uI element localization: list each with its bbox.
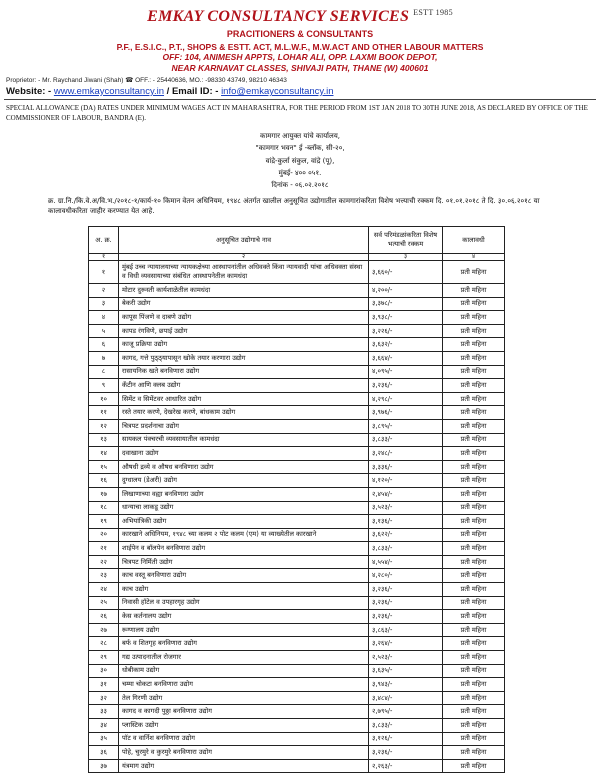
row-industry-name: बेकरी उद्योग bbox=[119, 297, 369, 311]
row-period: प्रती महिना bbox=[443, 542, 505, 556]
row-period: प्रती महिना bbox=[443, 297, 505, 311]
email-link[interactable]: info@emkayconsultancy.in bbox=[221, 86, 334, 97]
row-amount: ३,६३२/- bbox=[369, 338, 443, 352]
row-serial: १४ bbox=[89, 447, 119, 461]
column-number: ४ bbox=[443, 254, 505, 261]
table-row bbox=[89, 284, 505, 298]
row-industry-name: चम्मा चोकटा बनविणारा उद्योग bbox=[119, 678, 369, 692]
row-serial: २८ bbox=[89, 637, 119, 651]
row-period: प्रती महिना bbox=[443, 284, 505, 298]
row-serial: २० bbox=[89, 528, 119, 542]
table-row bbox=[89, 623, 505, 637]
row-amount: ३,२६४/- bbox=[369, 637, 443, 651]
row-amount: ३,४८४/- bbox=[369, 691, 443, 705]
row-period: प्रती महिना bbox=[443, 261, 505, 284]
row-serial: ३५ bbox=[89, 732, 119, 746]
row-serial: २१ bbox=[89, 542, 119, 556]
row-period: प्रती महिना bbox=[443, 324, 505, 338]
row-industry-name: चित्रपट प्रदर्शनाचा उद्योग bbox=[119, 419, 369, 433]
row-amount: ३,२४८/- bbox=[369, 447, 443, 461]
row-serial: १८ bbox=[89, 501, 119, 515]
office-line-3: वांद्रे-कुर्ला संकुल, वांद्रे (पू), bbox=[265, 156, 335, 165]
row-industry-name: मोटार दुरूस्ती कार्यशाळेतील कामधंदा bbox=[119, 284, 369, 298]
row-serial: २५ bbox=[89, 596, 119, 610]
row-period: प्रती महिना bbox=[443, 623, 505, 637]
row-industry-name: रासायनिक खते बनविणारा उद्योग bbox=[119, 365, 369, 379]
row-period: प्रती महिना bbox=[443, 338, 505, 352]
proprietor-line: Proprietor: - Mr. Raychand Jiwani (Shah) ☎ OFF.: - 25440636, MO.: -98330 43749, 98210 46343 bbox=[6, 77, 287, 84]
table-row bbox=[89, 596, 505, 610]
table-row bbox=[89, 637, 505, 651]
row-industry-name: कागद व कागदी पुठ्ठा बनविणारा उद्योग bbox=[119, 705, 369, 719]
table-row bbox=[89, 261, 505, 284]
row-industry-name: पोहे, चुरमुरे व कुरमुरे बनविणारा उद्योग bbox=[119, 746, 369, 760]
row-period: प्रती महिना bbox=[443, 515, 505, 529]
table-row bbox=[89, 501, 505, 515]
column-number: ३ bbox=[369, 254, 443, 261]
row-period: प्रती महिना bbox=[443, 460, 505, 474]
table-row bbox=[89, 705, 505, 719]
table-row bbox=[89, 691, 505, 705]
column-number: १ bbox=[89, 254, 119, 261]
row-amount: ४,२८०/- bbox=[369, 569, 443, 583]
row-period: प्रती महिना bbox=[443, 406, 505, 420]
row-serial: ७ bbox=[89, 351, 119, 365]
row-industry-name: दुग्धालय (डेअरी) उद्योग bbox=[119, 474, 369, 488]
row-serial: ३४ bbox=[89, 719, 119, 733]
row-period: प्रती महिना bbox=[443, 528, 505, 542]
column-number: २ bbox=[119, 254, 369, 261]
table-row bbox=[89, 515, 505, 529]
header-serial: अ. क्र. bbox=[89, 227, 119, 254]
row-period: प्रती महिना bbox=[443, 732, 505, 746]
row-period: प्रती महिना bbox=[443, 583, 505, 597]
row-amount: ४,०९५/- bbox=[369, 365, 443, 379]
row-amount: २,४५४/- bbox=[369, 487, 443, 501]
row-industry-name: सिमेंट व सिमेंटवर आधारित उद्योग bbox=[119, 392, 369, 406]
row-serial: १७ bbox=[89, 487, 119, 501]
row-amount: ३,५२३/- bbox=[369, 501, 443, 515]
table-row bbox=[89, 460, 505, 474]
row-serial: ३६ bbox=[89, 746, 119, 760]
row-amount: ३,६६०/- bbox=[369, 261, 443, 284]
row-industry-name: लिखाणाच्या वह्या बनविणारा उद्योग bbox=[119, 487, 369, 501]
row-period: प्रती महिना bbox=[443, 691, 505, 705]
header-divider bbox=[4, 99, 596, 100]
row-industry-name: धान्याचा लाकडू उद्योग bbox=[119, 501, 369, 515]
email-label: / Email ID: - bbox=[164, 86, 222, 97]
row-serial: ३३ bbox=[89, 705, 119, 719]
row-serial: १० bbox=[89, 392, 119, 406]
row-industry-name: बर्फ व शितगृह बनविणारा उद्योग bbox=[119, 637, 369, 651]
row-industry-name: पॉट व वार्निश बनविणारा उद्योग bbox=[119, 732, 369, 746]
row-amount: २,२६३/- bbox=[369, 759, 443, 773]
row-industry-name: शाईपेन व बॉलपेन बनविणारा उद्योग bbox=[119, 542, 369, 556]
row-period: प्रती महिना bbox=[443, 664, 505, 678]
row-amount: ३,९४३/- bbox=[369, 678, 443, 692]
row-period: प्रती महिना bbox=[443, 555, 505, 569]
table-row bbox=[89, 338, 505, 352]
table-row bbox=[89, 311, 505, 325]
row-amount: ३,२३६/- bbox=[369, 379, 443, 393]
row-serial: २६ bbox=[89, 610, 119, 624]
row-serial: २७ bbox=[89, 623, 119, 637]
row-serial: १२ bbox=[89, 419, 119, 433]
row-industry-name: काच उद्योग bbox=[119, 583, 369, 597]
table-row bbox=[89, 746, 505, 760]
row-amount: ३,३३६/- bbox=[369, 460, 443, 474]
row-serial: १५ bbox=[89, 460, 119, 474]
row-amount: ४,२९८/- bbox=[369, 392, 443, 406]
row-period: प्रती महिना bbox=[443, 759, 505, 773]
row-industry-name: चित्रपट निर्मिती उद्योग bbox=[119, 555, 369, 569]
row-period: प्रती महिना bbox=[443, 501, 505, 515]
row-period: प्रती महिना bbox=[443, 719, 505, 733]
row-amount: ३,९७६/- bbox=[369, 406, 443, 420]
row-amount: ३,९३८/- bbox=[369, 311, 443, 325]
table-row bbox=[89, 447, 505, 461]
row-amount: २,५२३/- bbox=[369, 651, 443, 665]
row-period: प्रती महिना bbox=[443, 474, 505, 488]
company-name bbox=[0, 8, 600, 26]
row-industry-name: कापड रंगविणे, छपाई उद्योग bbox=[119, 324, 369, 338]
table-row bbox=[89, 474, 505, 488]
row-period: प्रती महिना bbox=[443, 365, 505, 379]
row-amount: ३,८३३/- bbox=[369, 719, 443, 733]
row-industry-name: निवासी हॉटेल व उपहारगृह उद्योग bbox=[119, 596, 369, 610]
row-serial: ३२ bbox=[89, 691, 119, 705]
table-row bbox=[89, 433, 505, 447]
row-amount: ३,३७८/- bbox=[369, 297, 443, 311]
row-amount: ३,६२२/- bbox=[369, 528, 443, 542]
row-industry-name: केस कर्तनालय उद्योग bbox=[119, 610, 369, 624]
office-line-4: मुंबई- ४०० ०५१. bbox=[278, 168, 322, 177]
row-period: प्रती महिना bbox=[443, 746, 505, 760]
table-row bbox=[89, 379, 505, 393]
table-row bbox=[89, 297, 505, 311]
allowance-table bbox=[88, 226, 505, 773]
row-amount: ३,८९५/- bbox=[369, 419, 443, 433]
row-amount: ३,२३६/- bbox=[369, 596, 443, 610]
tagline: PRACITIONERS & CONSULTANTS bbox=[226, 29, 374, 39]
row-serial: २३ bbox=[89, 569, 119, 583]
row-industry-name: अभियांत्रिकी उद्योग bbox=[119, 515, 369, 529]
table-body bbox=[89, 261, 505, 773]
row-serial: २४ bbox=[89, 583, 119, 597]
row-serial: २२ bbox=[89, 555, 119, 569]
table-row bbox=[89, 487, 505, 501]
contact-line bbox=[6, 86, 594, 97]
office-date: दिनांक - ०६.०२.२०१८ bbox=[271, 181, 329, 190]
letterhead bbox=[0, 0, 600, 74]
table-row bbox=[89, 528, 505, 542]
row-amount: २,७९५/- bbox=[369, 705, 443, 719]
row-amount: ३,२२६/- bbox=[369, 324, 443, 338]
row-period: प्रती महिना bbox=[443, 311, 505, 325]
row-industry-name: सायकल पंक्चरची व्यवसायातील कामधंदा bbox=[119, 433, 369, 447]
row-industry-name: प्लास्टिक उद्योग bbox=[119, 719, 369, 733]
office-line-2: "कामगार भवन" ई -ब्लॉक, सी-२०, bbox=[255, 144, 345, 153]
table-row bbox=[89, 555, 505, 569]
table-row bbox=[89, 542, 505, 556]
row-industry-name: काजू प्रक्रिया उद्योग bbox=[119, 338, 369, 352]
row-period: प्रती महिना bbox=[443, 678, 505, 692]
row-amount: ३,८६३/- bbox=[369, 623, 443, 637]
table-row bbox=[89, 365, 505, 379]
row-industry-name: तेल गिरणी उद्योग bbox=[119, 691, 369, 705]
row-amount: ३,८३३/- bbox=[369, 542, 443, 556]
office-address-block bbox=[150, 130, 450, 191]
website-link[interactable]: www.emkayconsultancy.in bbox=[53, 86, 165, 97]
row-serial: ९ bbox=[89, 379, 119, 393]
row-amount: ४,२००/- bbox=[369, 284, 443, 298]
row-serial: ३७ bbox=[89, 759, 119, 773]
row-period: प्रती महिना bbox=[443, 379, 505, 393]
address-line-2: NEAR KARNAVAT CLASSES, SHIVAJI PATH, THANE (W) 400601 bbox=[171, 63, 429, 73]
table-row bbox=[89, 610, 505, 624]
row-serial: २ bbox=[89, 284, 119, 298]
row-period: प्रती महिना bbox=[443, 705, 505, 719]
row-serial: १३ bbox=[89, 433, 119, 447]
row-industry-name: काच वस्तू बनविणारा उद्योग bbox=[119, 569, 369, 583]
row-industry-name: गद्य उत्पादनातील रोजगार bbox=[119, 651, 369, 665]
special-allowance-heading: SPECIAL ALLOWANCE (DA) RATES UNDER MINIMUM WAGES ACT IN MAHARASHTRA, FOR THE PERIOD FROM 1ST JAN 2018 TO 30TH JUNE 2018, AS DECLARED BY OFFICE OF THE COMMISSIONER OF LABOUR, BANDRA (E). bbox=[6, 104, 588, 122]
row-amount: ३,२३६/- bbox=[369, 610, 443, 624]
table-row bbox=[89, 732, 505, 746]
table-row bbox=[89, 583, 505, 597]
row-amount: ३,८३३/- bbox=[369, 433, 443, 447]
reference-paragraph: क्र. ग्रा.नि./कि.वे.अ/वि.भ./२०१८-१/कार्य-१० किमान वेतन अधिनियम, १९४८ अंतर्गत खालील अनुसूचित उद्योगातील कामगारांकरिता विशेष भत्त्याची रक्कम दि. ०१.०१.२०१८ ते दि. ३०.०६.२०१८ या कालावधीकरिता जाहीर करण्यात येत आहे. bbox=[48, 197, 540, 215]
row-industry-name: यंत्रमाग उद्योग bbox=[119, 759, 369, 773]
row-amount: ४,१२०/- bbox=[369, 474, 443, 488]
row-serial: १ bbox=[89, 261, 119, 284]
row-period: प्रती महिना bbox=[443, 569, 505, 583]
table-row bbox=[89, 664, 505, 678]
row-period: प्रती महिना bbox=[443, 487, 505, 501]
office-line-1: कामगार आयुक्त यांचे कार्यालय, bbox=[259, 132, 341, 140]
row-industry-name: कारखाने अधिनियम, १९४८ च्या कलम २ पोट कलम (एम) या व्याख्येतील कारखाने bbox=[119, 528, 369, 542]
row-amount: ३,१३६/- bbox=[369, 515, 443, 529]
row-serial: २९ bbox=[89, 651, 119, 665]
row-industry-name: औषधी द्रव्ये व औषध बनविणारा उद्योग bbox=[119, 460, 369, 474]
row-period: प्रती महिना bbox=[443, 651, 505, 665]
row-amount: ३,६३५/- bbox=[369, 664, 443, 678]
row-period: प्रती महिना bbox=[443, 433, 505, 447]
table-row bbox=[89, 392, 505, 406]
address-line-1: OFF: 104, ANIMESH APPTS, LOHAR ALI, OPP. LAXMI BOOK DEPOT, bbox=[162, 52, 438, 62]
table-row bbox=[89, 759, 505, 773]
row-serial: ६ bbox=[89, 338, 119, 352]
row-period: प्रती महिना bbox=[443, 596, 505, 610]
header-industry: अनुसूचित उद्योगाचे नाव bbox=[119, 227, 369, 254]
table-row bbox=[89, 324, 505, 338]
table-row bbox=[89, 419, 505, 433]
row-industry-name: कागद, गत्ते पुठ्ठ्यापासून खोके तयार करणारा उद्योग bbox=[119, 351, 369, 365]
table-row bbox=[89, 406, 505, 420]
services-line: P.F., E.S.I.C., P.T., SHOPS & ESTT. ACT, M.L.W.F., M.W.ACT AND OTHER LABOUR MATTERS bbox=[116, 42, 484, 52]
row-amount: ४,५५४/- bbox=[369, 555, 443, 569]
table-row bbox=[89, 719, 505, 733]
row-serial: ८ bbox=[89, 365, 119, 379]
row-period: प्रती महिना bbox=[443, 419, 505, 433]
header-period: कालावधी bbox=[443, 227, 505, 254]
website-label: Website: - bbox=[6, 86, 54, 97]
row-industry-name: धोबीकाम उद्योग bbox=[119, 664, 369, 678]
row-amount: ३,१२६/- bbox=[369, 732, 443, 746]
row-period: प्रती महिना bbox=[443, 351, 505, 365]
table-row bbox=[89, 569, 505, 583]
row-industry-name: रस्ते तयार करणे, देखरेख करणे, बांधकाम उद्योग bbox=[119, 406, 369, 420]
row-period: प्रती महिना bbox=[443, 610, 505, 624]
row-amount: ३,२३६/- bbox=[369, 746, 443, 760]
row-serial: ३ bbox=[89, 297, 119, 311]
row-amount: ३,६६४/- bbox=[369, 351, 443, 365]
row-serial: ३१ bbox=[89, 678, 119, 692]
table-row bbox=[89, 651, 505, 665]
row-industry-name: मुंबई उच्च न्यायालयाच्या न्यायकक्षेच्या आस्थापनांतील अधिवक्ते किंवा न्यायवादी यांचा अधिवक्ता संस्था व विधी व्यवसायाच्या संबंधित आस्थापनेतील कामधंदा bbox=[119, 261, 369, 284]
row-period: प्रती महिना bbox=[443, 392, 505, 406]
table-header-row bbox=[89, 227, 505, 254]
company-name-text: EMKAY CONSULTANCY SERVICES bbox=[147, 8, 410, 25]
row-period: प्रती महिना bbox=[443, 447, 505, 461]
row-period: प्रती महिना bbox=[443, 637, 505, 651]
row-serial: ४ bbox=[89, 311, 119, 325]
row-industry-name: कापूस पिंजणे व दाबणे उद्योग bbox=[119, 311, 369, 325]
row-serial: ३० bbox=[89, 664, 119, 678]
column-number-row bbox=[89, 254, 505, 261]
row-serial: १६ bbox=[89, 474, 119, 488]
row-industry-name: कँटीन आणि क्लब उद्योग bbox=[119, 379, 369, 393]
established-label: ESTT 1985 bbox=[413, 8, 453, 17]
row-serial: ११ bbox=[89, 406, 119, 420]
row-serial: १९ bbox=[89, 515, 119, 529]
table-row bbox=[89, 351, 505, 365]
header-amount: सर्व परिमंडळांकरिता विशेष भत्याची रक्कम bbox=[369, 227, 443, 254]
row-amount: ३,२३६/- bbox=[369, 583, 443, 597]
table-row bbox=[89, 678, 505, 692]
row-industry-name: दवाखाना उद्योग bbox=[119, 447, 369, 461]
row-industry-name: रूग्णालय उद्योग bbox=[119, 623, 369, 637]
row-serial: ५ bbox=[89, 324, 119, 338]
